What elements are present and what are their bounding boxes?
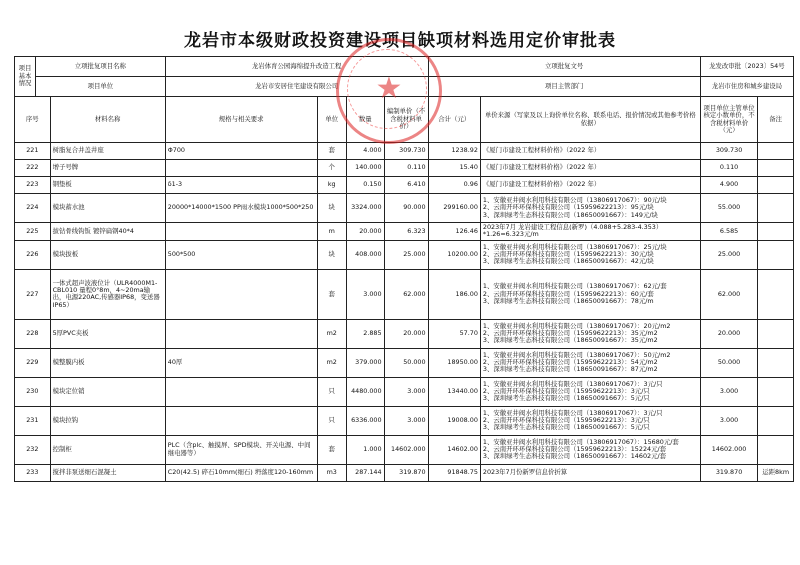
cell-source: 1、安徽亚井阀水利用科技有限公司（13806917067）：20元/m2 2、云南开环环保科技有限公司（15959622213）：35元/m2 3、深圳绿考生态科技有限公司（18650091667）：35元/m2 <box>480 319 700 348</box>
approval-no-value: 龙发改审批〔2023〕54号 <box>700 57 793 77</box>
cell-total: 14602.00 <box>428 435 480 464</box>
cell-remark <box>758 177 794 194</box>
cell-qty: 6336.000 <box>346 406 384 435</box>
table-row <box>15 240 794 269</box>
table-row <box>15 406 794 435</box>
cell-price: 90.000 <box>384 194 428 223</box>
cell-qty: 379.000 <box>346 348 384 377</box>
cell-name: 模块拔板 <box>50 240 165 269</box>
cell-name: 5厚PVC夹板 <box>50 319 165 348</box>
cell-source: 1、安徽亚井阀水利用科技有限公司（13806917067）：25元/块 2、云南开环环保科技有限公司（15959622213）：30元/块 3、深圳绿考生态科技有限公司（18650091667）：42元/块 <box>480 240 700 269</box>
cell-name: 模整膜内板 <box>50 348 165 377</box>
cell-seq: 224 <box>15 194 51 223</box>
cell-unit: 个 <box>317 160 346 177</box>
cell-spec <box>165 160 317 177</box>
cell-name: 模块定位销 <box>50 377 165 406</box>
cell-total: 18950.00 <box>428 348 480 377</box>
cell-price: 309.730 <box>384 143 428 160</box>
cell-total: 13440.00 <box>428 377 480 406</box>
cell-price: 6.410 <box>384 177 428 194</box>
cell-source: 《厦门市建设工程材料价格》（2022 年） <box>480 177 700 194</box>
cell-seq: 231 <box>15 406 51 435</box>
cell-remark: 运距8km <box>758 464 794 481</box>
cell-total: 299160.00 <box>428 194 480 223</box>
cell-seq: 222 <box>15 160 51 177</box>
cell-unit: m2 <box>317 319 346 348</box>
cell-approved: 3.000 <box>700 377 758 406</box>
cell-unit: 套 <box>317 269 346 319</box>
cell-approved: 4.900 <box>700 177 758 194</box>
cell-unit: m2 <box>317 348 346 377</box>
cell-qty: 3.000 <box>346 269 384 319</box>
cell-unit: 套 <box>317 435 346 464</box>
project-name-value: 龙岩体育公园海绵提升改造工程 <box>165 57 428 77</box>
cell-total: 57.70 <box>428 319 480 348</box>
col-name: 材料名称 <box>50 97 165 143</box>
col-remark: 备注 <box>758 97 794 143</box>
table-row <box>15 269 794 319</box>
cell-total: 1238.92 <box>428 143 480 160</box>
cell-approved: 0.110 <box>700 160 758 177</box>
cell-total: 10200.00 <box>428 240 480 269</box>
cell-qty: 0.150 <box>346 177 384 194</box>
cell-seq: 228 <box>15 319 51 348</box>
cell-total: 15.40 <box>428 160 480 177</box>
cell-total: 19008.00 <box>428 406 480 435</box>
cell-spec <box>165 223 317 241</box>
col-unit: 单位 <box>317 97 346 143</box>
cell-remark <box>758 269 794 319</box>
cell-total: 0.96 <box>428 177 480 194</box>
cell-price: 3.000 <box>384 377 428 406</box>
cell-source: 1、安徽亚井阀水利用科技有限公司（13806917067）：50元/m2 2、云南开环环保科技有限公司（15959622213）：54元/m2 3、深圳绿考生态科技有限公司（18650091667）：87元/m2 <box>480 348 700 377</box>
cell-price: 0.110 <box>384 160 428 177</box>
cell-remark <box>758 160 794 177</box>
cell-total: 186.00 <box>428 269 480 319</box>
cell-remark <box>758 406 794 435</box>
cell-remark <box>758 348 794 377</box>
cell-spec: 20000*14000*1500 PP雨水模块1000*500*250 <box>165 194 317 223</box>
cell-seq: 232 <box>15 435 51 464</box>
table-row <box>15 143 794 160</box>
cell-remark <box>758 223 794 241</box>
cell-spec <box>165 406 317 435</box>
cell-spec <box>165 269 317 319</box>
table-row <box>15 223 794 241</box>
approval-table <box>14 56 794 482</box>
col-qty: 数量 <box>346 97 384 143</box>
cell-name: 拔钻骨线钩钣 镀锌扁钢40*4 <box>50 223 165 241</box>
cell-qty: 140.000 <box>346 160 384 177</box>
cell-spec: δ1-3 <box>165 177 317 194</box>
cell-qty: 3324.000 <box>346 194 384 223</box>
cell-spec: 500*500 <box>165 240 317 269</box>
table-row <box>15 377 794 406</box>
page-title: 龙岩市本级财政投资建设项目缺项材料选用定价审批表 <box>184 31 616 51</box>
dept-value: 龙岩市住房和城乡建设局 <box>700 77 793 97</box>
cell-approved: 20.000 <box>700 319 758 348</box>
cell-remark <box>758 377 794 406</box>
table-row <box>15 319 794 348</box>
cell-source: 1、安徽亚井阀水利用科技有限公司（13806917067）：90元/块 2、云南开环环保科技有限公司（15959622213）：95元/块 3、深圳绿考生态科技有限公司（18650091667）：149元/块 <box>480 194 700 223</box>
cell-price: 62.000 <box>384 269 428 319</box>
cell-qty: 1.000 <box>346 435 384 464</box>
dept-label: 项目主管部门 <box>428 77 700 97</box>
cell-approved: 6.585 <box>700 223 758 241</box>
cell-total: 91848.75 <box>428 464 480 481</box>
cell-qty: 4480.000 <box>346 377 384 406</box>
project-name-label: 立项批复项目名称 <box>35 57 165 77</box>
cell-approved: 319.870 <box>700 464 758 481</box>
cell-approved: 309.730 <box>700 143 758 160</box>
cell-unit: 块 <box>317 194 346 223</box>
cell-seq: 229 <box>15 348 51 377</box>
approval-no-label: 立项批复文号 <box>428 57 700 77</box>
cell-remark <box>758 194 794 223</box>
cell-name: 一体式超声波液位计（ULR4000M1-CBL010 量程0°8m，4~20ma输出，电源220AC,传感器IP68，变送器IP65） <box>50 269 165 319</box>
col-total: 合计（元） <box>428 97 480 143</box>
cell-seq: 233 <box>15 464 51 481</box>
cell-qty: 4.000 <box>346 143 384 160</box>
table-row <box>15 177 794 194</box>
cell-qty: 2.885 <box>346 319 384 348</box>
col-approved: 项目单位主管单位核定小数单价，不含税材料单价（元） <box>700 97 758 143</box>
cell-approved: 3.000 <box>700 406 758 435</box>
cell-approved: 55.000 <box>700 194 758 223</box>
cell-source: 《厦门市建设工程材料价格》（2022 年） <box>480 160 700 177</box>
cell-price: 50.000 <box>384 348 428 377</box>
cell-approved: 14602.000 <box>700 435 758 464</box>
cell-price: 25.000 <box>384 240 428 269</box>
cell-name: 控制柜 <box>50 435 165 464</box>
cell-qty: 408.000 <box>346 240 384 269</box>
cell-price: 6.323 <box>384 223 428 241</box>
cell-source: 1、安徽亚井阀水利用科技有限公司（13806917067）：15680元/套 2、云南开环环保科技有限公司（15959622213）：15224元/套 3、深圳绿考生态科技有限公司（18650091667）：14602元/套 <box>480 435 700 464</box>
cell-remark <box>758 435 794 464</box>
cell-spec <box>165 377 317 406</box>
cell-seq: 230 <box>15 377 51 406</box>
col-seq: 序号 <box>15 97 51 143</box>
cell-approved: 25.000 <box>700 240 758 269</box>
cell-source: 1、安徽亚井阀水利用科技有限公司（13806917067）：3元/只 2、云南开环环保科技有限公司（15959622213）：3元/只 3、深圳绿考生态科技有限公司（18650091667）：5元/只 <box>480 377 700 406</box>
cell-unit: m <box>317 223 346 241</box>
cell-approved: 62.000 <box>700 269 758 319</box>
cell-price: 3.000 <box>384 406 428 435</box>
table-row <box>15 160 794 177</box>
cell-remark <box>758 143 794 160</box>
cell-seq: 223 <box>15 177 51 194</box>
col-source: 单价来源（写家及以上询价单位名称、联系电话、报价情况或其他参考价格依据） <box>480 97 700 143</box>
cell-source: 2023年7月 龙岩建设工程信息(新罗)（4.088+5.283-4.353）*1.26=6.323元/m <box>480 223 700 241</box>
col-price: 编制单价（不含税材料单价） <box>384 97 428 143</box>
unit-label: 项目单位 <box>35 77 165 97</box>
cell-price: 14602.000 <box>384 435 428 464</box>
seal-star-icon: ★ <box>375 71 403 106</box>
cell-name: 钢垫板 <box>50 177 165 194</box>
cell-spec: PLC（含plc、触摸屏、SPD模块、开关电源、中间继电器等） <box>165 435 317 464</box>
unit-value: 龙岩市安居住宅建设有限公司 <box>165 77 428 97</box>
cell-unit: m3 <box>317 464 346 481</box>
cell-spec <box>165 319 317 348</box>
cell-seq: 226 <box>15 240 51 269</box>
cell-qty: 20.000 <box>346 223 384 241</box>
cell-source: 2023年7月份新罗信息价折算 <box>480 464 700 481</box>
cell-spec: Φ700 <box>165 143 317 160</box>
cell-name: 增子号牌 <box>50 160 165 177</box>
cell-spec: C20(42.5) 碎石10mm(细石) 坍落度120-160mm <box>165 464 317 481</box>
cell-name: 模块拉钩 <box>50 406 165 435</box>
cell-remark <box>758 319 794 348</box>
cell-seq: 225 <box>15 223 51 241</box>
col-spec: 规格与相关要求 <box>165 97 317 143</box>
cell-source: 1、安徽亚井阀水利用科技有限公司（13806917067）：62元/套 2、云南开环环保科技有限公司（15959622213）：60元/套 3、深圳绿考生态科技有限公司（18650091667）：78元/m <box>480 269 700 319</box>
table-row <box>15 194 794 223</box>
cell-name: 树脂复合井盖井座 <box>50 143 165 160</box>
cell-unit: 块 <box>317 240 346 269</box>
cell-unit: 只 <box>317 406 346 435</box>
cell-unit: 只 <box>317 377 346 406</box>
table-row <box>15 348 794 377</box>
cell-seq: 227 <box>15 269 51 319</box>
cell-unit: kg <box>317 177 346 194</box>
cell-name: 搅拌非泵送细石混凝土 <box>50 464 165 481</box>
cell-name: 模块蓄水池 <box>50 194 165 223</box>
cell-unit: 套 <box>317 143 346 160</box>
cell-remark <box>758 240 794 269</box>
cell-price: 319.870 <box>384 464 428 481</box>
cell-approved: 50.000 <box>700 348 758 377</box>
cell-price: 20.000 <box>384 319 428 348</box>
table-row <box>15 435 794 464</box>
cell-source: 《厦门市建设工程材料价格》（2022 年） <box>480 143 700 160</box>
cell-total: 126.46 <box>428 223 480 241</box>
side-label: 项目 基本 情况 <box>15 57 36 97</box>
cell-source: 1、安徽亚井阀水利用科技有限公司（13806917067）：3元/只 2、云南开环环保科技有限公司（15959622213）：3元/只 3、深圳绿考生态科技有限公司（18650091667）：5元/只 <box>480 406 700 435</box>
cell-qty: 287.144 <box>346 464 384 481</box>
cell-seq: 221 <box>15 143 51 160</box>
table-row <box>15 464 794 481</box>
cell-spec: 40厚 <box>165 348 317 377</box>
